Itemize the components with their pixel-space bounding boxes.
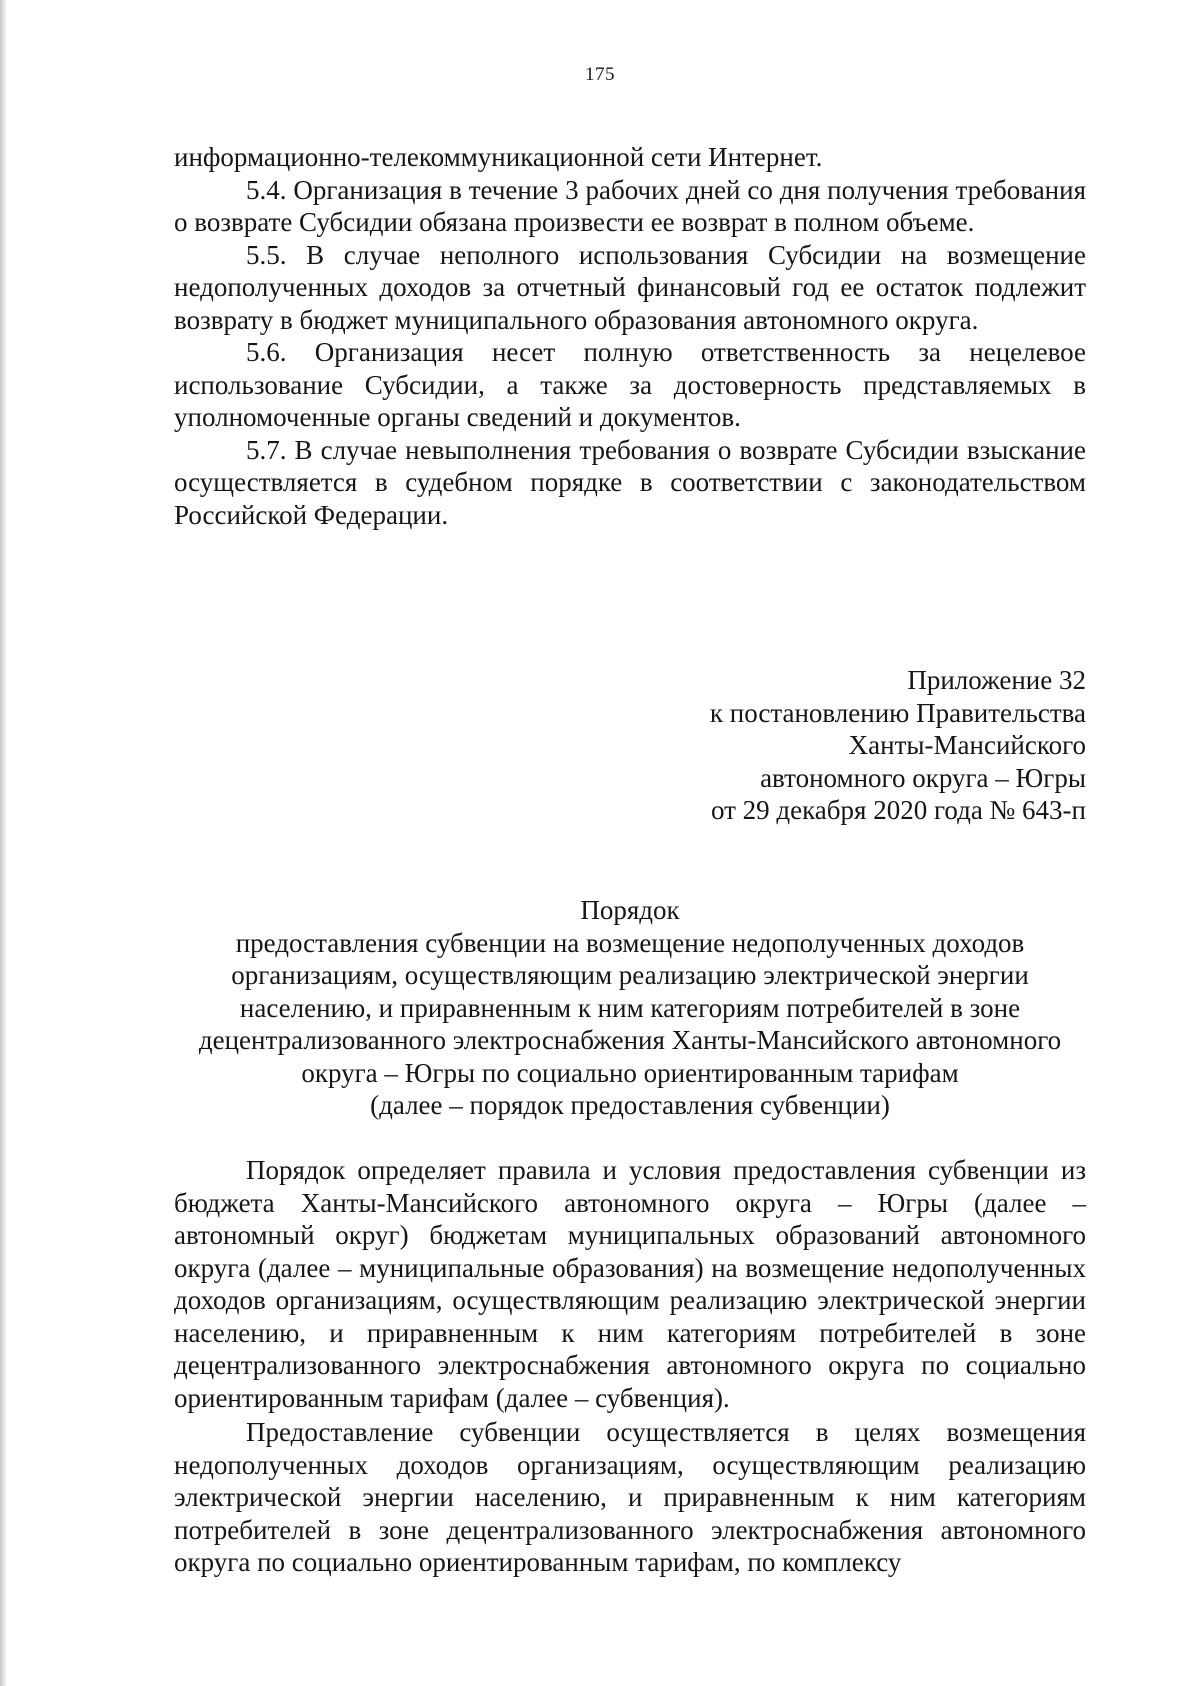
appendix-date: от 29 декабря 2020 года № 643-п [710,795,1086,825]
paragraph-5-6: 5.6. Организация несет полную ответственность за нецелевое использование Субсидии, а также за достоверность представляемых в уполномоченные органы сведений и документов. [174,337,1086,432]
appendix-header [600,664,1086,827]
title-line: децентрализованного электроснабжения Ханты-Мансийского автономного [198,1025,1062,1055]
title-line: округа – Югры по социально ориентированным тарифам [301,1057,959,1088]
paragraph-5-7: 5.7. В случае невыполнения требования о возврате Субсидии взыскание осуществляется в судебном порядке в соответствии с законодательством Российской Федерации. [174,434,1086,530]
appendix-number: Приложение 32 [907,665,1086,695]
paragraph-5-3-end: информационно-телекоммуникационной сети Интернет. [174,142,823,172]
paragraph-5-4: 5.4. Организация в течение 3 рабочих дней со дня получения требования о возврате Субсидии обязана произвести ее возврат в полном объеме. [174,174,1086,237]
appendix-line: к постановлению Правительства [709,697,1086,728]
title-heading: Порядок [580,895,680,925]
title-line: организациям, осуществляющим реализацию электрической энергии [231,960,1029,990]
title-line: (далее – порядок предоставления субвенции) [370,1090,890,1120]
scan-edge [0,0,6,1686]
body-paragraph: Предоставление субвенции осуществляется в целях возмещения недополученных доходов организациям, осуществляющим реализацию электрической энергии населению, и приравненным к ним категориям потребителей в зоне децентрализованного электроснабжения автономного округа по социально ориентированным тарифам, по комплексу [174,1417,1086,1577]
appendix-line: Ханты-Мансийского [848,730,1086,760]
appendix-line: автономного округа – Югры [760,762,1086,793]
page-number: 175 [585,64,615,85]
body-text [174,1154,1086,1579]
document-title [174,894,1086,1122]
body-paragraph: Порядок определяет правила и условия предоставления субвенции из бюджета Ханты-Мансийского автономного округа – Югры (далее – автономный округ) бюджетам муниципальных образований автономного округа (далее – муниципальные образования) на возмещение недополученных доходов организациям, осуществляющим реализацию электрической энергии населению, и приравненным к ним категориям потребителей в зоне децентрализованного электроснабжения автономного округа по социально ориентированным тарифам (далее – субвенция). [174,1155,1086,1413]
section-5-text [174,141,1086,531]
title-line: предоставления субвенции на возмещение недополученных доходов [235,927,1025,958]
title-line: населению, и приравненным к ним категориям потребителей в зоне [239,992,1021,1023]
paragraph-5-5: 5.5. В случае неполного использования Субсидии на возмещение недополученных доходов за отчетный финансовый год ее остаток подлежит возврату в бюджет муниципального образования автономного округа. [174,239,1086,335]
